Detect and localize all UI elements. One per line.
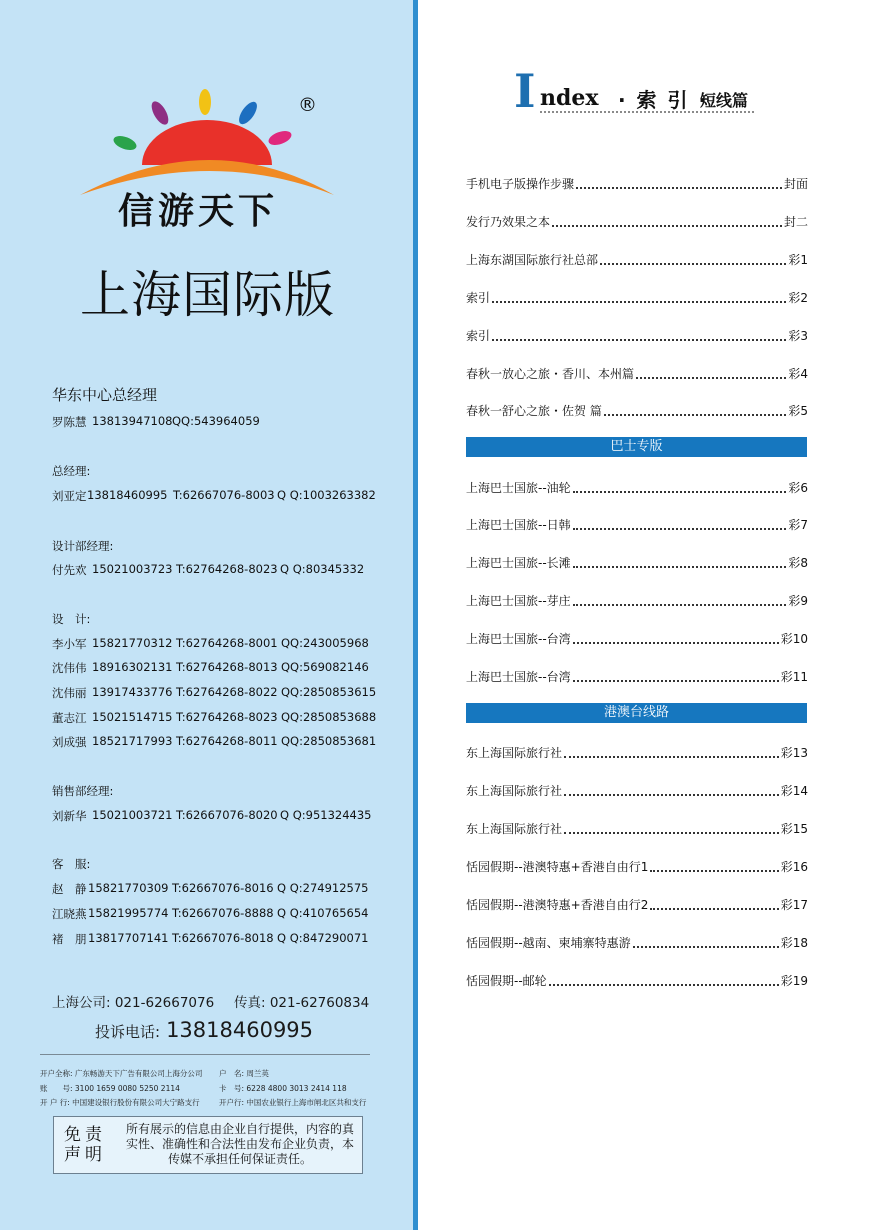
- toc-leader: [549, 984, 779, 986]
- toc-entry[interactable]: [466, 631, 808, 647]
- toc-title: 春秋一放心之旅・香川、本州篇: [466, 367, 635, 381]
- toc-entry[interactable]: [466, 252, 808, 268]
- toc-title: 上海巴士国旅--油轮: [466, 481, 571, 495]
- toc-page: 彩1: [788, 253, 808, 267]
- section-band-hk-macao-taiwan: 港澳台线路: [466, 703, 807, 723]
- bank-account-name: 开户全称: 广东畅游天下广告有限公司上海分公司: [40, 1069, 203, 1078]
- contact-phone: 15021003723: [92, 562, 173, 576]
- toc-entry[interactable]: [466, 403, 808, 419]
- bank-branch: 开 户 行: 中国建设银行股份有限公司大宁路支行: [40, 1098, 200, 1107]
- toc-leader: [573, 604, 787, 606]
- contact-name: 罗陈慧: [52, 415, 87, 429]
- contact-tel: T:62764268-8023: [176, 562, 278, 576]
- toc-page: 彩16: [780, 860, 808, 874]
- bank-account-number: 账 号: 3100 1659 0080 5250 2114: [40, 1084, 180, 1093]
- contact-phone: 13813947108: [92, 414, 173, 428]
- index-subtitle: 短线篇: [700, 91, 749, 110]
- toc-title: 索引: [466, 291, 491, 305]
- card-bank: 开户行: 中国农业银行上海市闸北区共和支行: [219, 1098, 367, 1107]
- toc-leader: [604, 414, 787, 416]
- toc-title: 发行乃效果之本: [466, 215, 551, 229]
- toc-page: 彩4: [788, 367, 808, 381]
- toc-entry[interactable]: [466, 480, 808, 496]
- section-title-design-manager: 设计部经理:: [52, 539, 114, 553]
- toc-title: 手机电子版操作步骤: [466, 177, 575, 191]
- contact-qq: QQ:543964059: [172, 414, 260, 428]
- toc-page: 彩3: [788, 329, 808, 343]
- toc-page: 彩9: [788, 594, 808, 608]
- toc-entry[interactable]: [466, 821, 808, 837]
- contact-name: 沈伟伟: [52, 661, 87, 675]
- fax-number: 传真: 021-62760834: [234, 995, 370, 1011]
- edition-title: 上海国际版: [80, 266, 335, 324]
- contact-phone: 15021003721: [92, 808, 173, 822]
- contact-qq: QQ:2850853615: [281, 685, 377, 699]
- card-number: 卡 号: 6228 4800 3013 2414 118: [219, 1084, 347, 1093]
- contact-phone: 18521717993: [92, 734, 173, 748]
- toc-entry[interactable]: [466, 176, 808, 192]
- toc-page: 彩8: [788, 556, 808, 570]
- contact-phone: 13817707141: [88, 931, 169, 945]
- toc-entry[interactable]: [466, 669, 808, 685]
- toc-title: 索引: [466, 329, 491, 343]
- contact-tel: T:62667076-8018: [172, 931, 274, 945]
- contact-name: 赵 静: [52, 882, 87, 896]
- contact-tel: T:62764268-8013: [176, 660, 278, 674]
- toc-page: 彩10: [780, 632, 808, 646]
- contact-phone: 15821770309: [88, 881, 169, 895]
- toc-page: 彩6: [788, 481, 808, 495]
- toc-page: 彩7: [788, 518, 808, 532]
- toc-leader: [600, 263, 786, 265]
- toc-leader: [576, 187, 782, 189]
- contact-tel: T:62764268-8001: [176, 636, 278, 650]
- toc-leader: [650, 870, 778, 872]
- toc-title: 恬园假期--越南、柬埔寨特惠游: [466, 936, 631, 950]
- section-title-sales-manager: 销售部经理:: [52, 784, 114, 798]
- toc-leader: [573, 491, 787, 493]
- section-band-bus: 巴士专版: [466, 437, 807, 457]
- toc-title: 上海巴士国旅--日韩: [466, 518, 571, 532]
- toc-leader: [573, 642, 779, 644]
- index-word: ndex: [540, 85, 599, 111]
- toc-leader: [564, 794, 779, 796]
- contact-name: 刘亚定: [52, 489, 87, 503]
- toc-entry[interactable]: [466, 859, 808, 875]
- toc-page: 彩2: [788, 291, 808, 305]
- toc-entry[interactable]: [466, 745, 808, 761]
- contact-qq: Q Q:274912575: [277, 881, 369, 895]
- toc-entry[interactable]: [466, 783, 808, 799]
- toc-title: 上海巴士国旅--长滩: [466, 556, 571, 570]
- disclaimer-box: [53, 1116, 363, 1174]
- toc-page: 彩13: [780, 746, 808, 760]
- toc-title: 恬园假期--邮轮: [466, 974, 547, 988]
- contact-qq: QQ:2850853688: [281, 710, 377, 724]
- toc-leader: [636, 377, 786, 379]
- divider-line: [40, 1054, 370, 1055]
- toc-title: 东上海国际旅行社: [466, 746, 563, 760]
- complaint-hotline: [95, 1018, 313, 1042]
- toc-page: 彩15: [780, 822, 808, 836]
- toc-page: 彩5: [788, 404, 808, 418]
- contact-name: 江晓燕: [52, 907, 87, 921]
- section-title-east-china-gm: 华东中心总经理: [52, 386, 158, 404]
- contact-qq: Q Q:847290071: [277, 931, 369, 945]
- toc-leader: [564, 832, 779, 834]
- index-initial: I: [514, 64, 536, 118]
- index-title: · 索 引 ·: [618, 88, 709, 112]
- contact-name: 刘成强: [52, 735, 87, 749]
- contact-name: 付先欢: [52, 563, 87, 577]
- contact-phone: 15821770312: [92, 636, 173, 650]
- contact-qq: Q Q:951324435: [280, 808, 372, 822]
- toc-leader: [573, 566, 787, 568]
- registered-mark: ®: [298, 94, 317, 116]
- toc-title: 上海巴士国旅--台湾: [466, 670, 571, 684]
- contact-tel: T:62667076-8020: [176, 808, 278, 822]
- toc-title: 东上海国际旅行社: [466, 822, 563, 836]
- contact-phone: 18916302131: [92, 660, 173, 674]
- index-header: [514, 64, 764, 118]
- contact-qq: Q Q:410765654: [277, 906, 369, 920]
- contact-tel: T:62667076-8003: [173, 488, 275, 502]
- complaint-label: 投诉电话:: [95, 1023, 161, 1041]
- toc-page: 彩19: [780, 974, 808, 988]
- toc-entry[interactable]: [466, 897, 808, 913]
- contact-name: 刘新华: [52, 809, 87, 823]
- toc-page: 彩11: [780, 670, 808, 684]
- contact-name: 董志江: [52, 711, 87, 725]
- contact-tel: T:62667076-8888: [172, 906, 274, 920]
- toc-entry[interactable]: [466, 935, 808, 951]
- index-underline: [540, 111, 754, 113]
- toc-page: 彩17: [780, 898, 808, 912]
- toc-entry[interactable]: [466, 555, 808, 571]
- contact-phone: 15821995774: [88, 906, 169, 920]
- toc-title: 上海东湖国际旅行社总部: [466, 253, 599, 267]
- toc-leader: [573, 528, 787, 530]
- toc-page: 封面: [783, 177, 808, 191]
- contact-qq: QQ:243005968: [281, 636, 369, 650]
- toc-entry[interactable]: [466, 328, 808, 344]
- toc-entry[interactable]: [466, 973, 808, 989]
- toc-title: 春秋一舒心之旅・佐贺 篇: [466, 404, 602, 418]
- contact-tel: T:62667076-8016: [172, 881, 274, 895]
- contact-name: 褚 朋: [52, 932, 87, 946]
- contact-name: 沈伟丽: [52, 686, 87, 700]
- toc-leader: [492, 301, 786, 303]
- contact-qq: QQ:2850853681: [281, 734, 377, 748]
- left-panel: [0, 0, 413, 1230]
- toc-entry[interactable]: [466, 593, 808, 609]
- toc-page: 彩14: [780, 784, 808, 798]
- section-title-service: 客 服:: [52, 857, 91, 871]
- contact-phone: 13917433776: [92, 685, 173, 699]
- disclaimer-text: 所有展示的信息由企业自行提供，内容的真实性、准确性和合法性由发布企业负责，本传媒不承担任何保证责任。: [125, 1122, 354, 1166]
- contact-qq: QQ:569082146: [281, 660, 369, 674]
- toc-title: 上海巴士国旅--芽庄: [466, 594, 571, 608]
- contact-qq: Q Q:1003263382: [277, 488, 376, 502]
- contact-name: 李小军: [52, 637, 87, 651]
- toc-leader: [633, 946, 779, 948]
- toc-entry[interactable]: [466, 290, 808, 306]
- contact-qq: Q Q:80345332: [280, 562, 365, 576]
- contact-tel: T:62764268-8011: [176, 734, 278, 748]
- toc-entry[interactable]: [466, 517, 808, 533]
- toc-leader: [650, 908, 778, 910]
- toc-title: 上海巴士国旅--台湾: [466, 632, 571, 646]
- shanghai-company-phone: 上海公司: 021-62667076: [52, 995, 215, 1011]
- contact-tel: T:62764268-8023: [176, 710, 278, 724]
- complaint-phone: 13818460995: [166, 1018, 314, 1042]
- toc-leader: [564, 756, 779, 758]
- toc-leader: [552, 225, 782, 227]
- disclaimer-title: 免责声明: [64, 1125, 106, 1165]
- contact-phone: 13818460995: [87, 488, 168, 502]
- section-title-gm: 总经理:: [52, 464, 91, 478]
- toc-page: 彩18: [780, 936, 808, 950]
- toc-leader: [492, 339, 786, 341]
- toc-title: 恬园假期--港澳特惠+香港自由行2: [466, 898, 649, 912]
- card-holder: 户 名: 周兰英: [219, 1069, 269, 1078]
- toc-title: 东上海国际旅行社: [466, 784, 563, 798]
- contact-phone: 15021514715: [92, 710, 173, 724]
- logo-wordmark: 信游天下: [118, 190, 279, 232]
- page-divider: [413, 0, 418, 1230]
- toc-entry[interactable]: [466, 214, 808, 230]
- section-title-design: 设 计:: [52, 612, 91, 626]
- toc-leader: [573, 680, 779, 682]
- toc-entry[interactable]: [466, 366, 808, 382]
- toc-page: 封二: [783, 215, 808, 229]
- toc-title: 恬园假期--港澳特惠+香港自由行1: [466, 860, 649, 874]
- contact-tel: T:62764268-8022: [176, 685, 278, 699]
